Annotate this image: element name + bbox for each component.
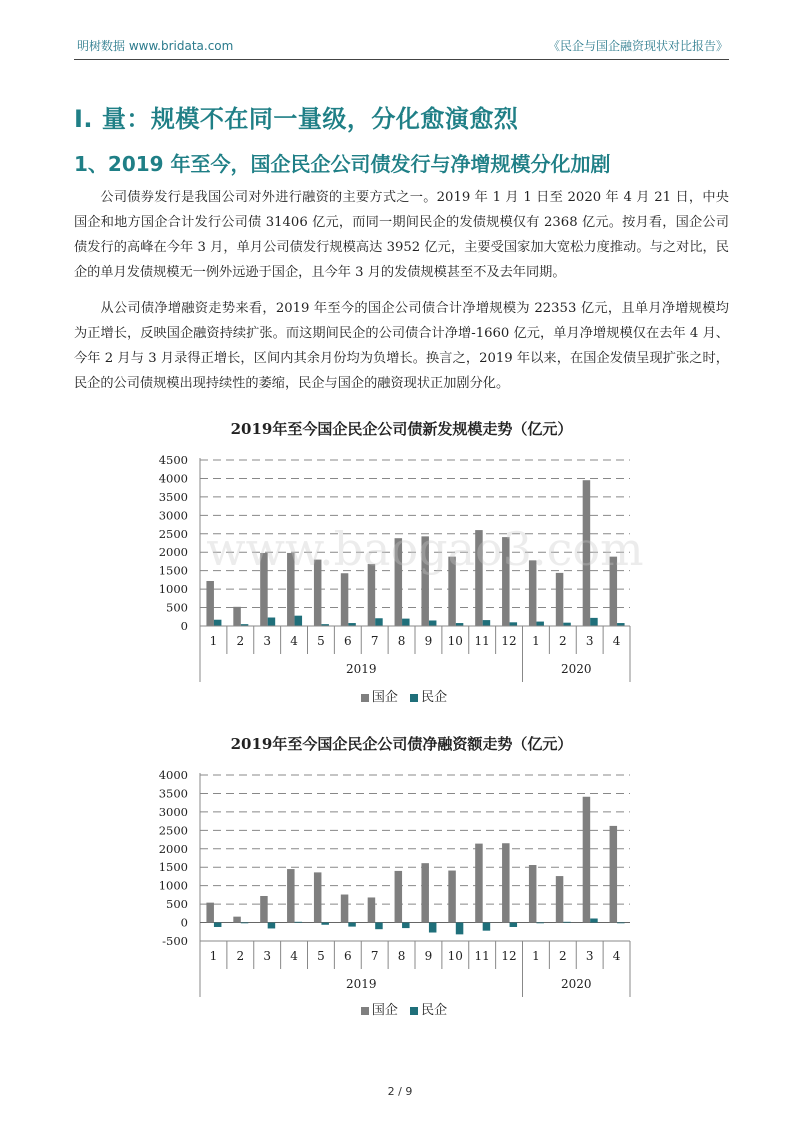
bar-soe	[475, 844, 483, 923]
legend-label-soe: 国企	[371, 1003, 398, 1018]
y-tick-label: 2000	[158, 545, 188, 560]
bar-private	[375, 618, 383, 626]
category-label: 5	[317, 949, 325, 963]
category-label: 7	[370, 634, 379, 648]
chart-1-legend	[0, 686, 800, 705]
bar-private	[402, 923, 410, 929]
bar-private	[295, 922, 303, 923]
bar-soe	[368, 897, 376, 922]
bar-soe	[341, 573, 349, 626]
category-label: 9	[424, 949, 433, 963]
bar-private	[429, 923, 437, 933]
category-label: 2	[558, 634, 567, 648]
category-label: 2	[236, 634, 245, 648]
category-label: 3	[585, 634, 594, 648]
legend-label-private: 民企	[421, 690, 448, 705]
bar-private	[268, 618, 276, 626]
header-divider	[74, 59, 729, 60]
category-label: 4	[612, 634, 621, 648]
category-label: 6	[343, 949, 352, 963]
category-label: 11	[474, 634, 490, 648]
category-label: 11	[474, 949, 490, 963]
bar-private	[268, 923, 276, 929]
category-label: 8	[397, 949, 406, 963]
bar-soe	[610, 826, 618, 923]
bar-private	[563, 922, 571, 923]
bar-soe	[341, 895, 349, 923]
bar-private	[429, 620, 437, 626]
y-tick-label: -500	[162, 934, 188, 948]
header-left: 明树数据 www.bridata.com	[77, 39, 234, 53]
chart-2-title: 2019年至今国企民企公司债净融资额走势（亿元）	[230, 735, 573, 753]
watermark: www.baogao3.com	[206, 522, 644, 576]
y-tick-label: 2500	[158, 823, 188, 838]
y-tick-label: 2000	[158, 841, 188, 856]
year-label: 2019	[345, 977, 377, 991]
category-label: 12	[501, 949, 517, 963]
bar-soe	[233, 917, 241, 923]
year-label: 2020	[560, 977, 592, 991]
category-label: 7	[370, 949, 379, 963]
category-label: 12	[501, 634, 517, 648]
bar-private	[295, 616, 303, 626]
category-label: 1	[209, 634, 218, 648]
y-tick-label: 0	[180, 915, 188, 930]
bar-private	[348, 923, 356, 927]
chart-1-title: 2019年至今国企民企公司债新发规模走势（亿元）	[230, 420, 573, 438]
category-label: 10	[447, 949, 463, 963]
year-label: 2019	[345, 662, 377, 676]
bar-soe	[529, 865, 537, 923]
legend-label-soe: 国企	[371, 690, 398, 705]
bar-private	[510, 622, 518, 626]
bar-private	[214, 923, 222, 927]
category-label: 4	[290, 949, 298, 963]
bar-private	[456, 923, 464, 935]
category-label: 9	[424, 634, 433, 648]
category-label: 1	[532, 634, 540, 648]
y-tick-label: 4000	[158, 471, 188, 486]
bar-soe	[583, 797, 591, 923]
bar-private	[214, 620, 222, 626]
chart-2-net-financing	[0, 755, 800, 1035]
bar-soe	[395, 871, 403, 923]
y-tick-label: 500	[166, 897, 188, 912]
bar-private	[321, 923, 329, 925]
y-tick-label: 0	[180, 619, 188, 633]
subsection-title: 1、2019 年至今，国企民企公司债发行与净增规模分化加剧	[74, 152, 611, 176]
bar-private	[402, 619, 410, 626]
page-number: 2 / 9	[387, 1085, 413, 1098]
category-label: 5	[317, 634, 325, 648]
legend-swatch-soe	[361, 694, 369, 702]
chart-1-new-issuance	[0, 440, 800, 720]
category-label: 3	[585, 949, 594, 963]
bar-private	[241, 923, 249, 924]
bar-soe	[556, 573, 564, 626]
y-tick-label: 3500	[158, 489, 188, 504]
category-label: 1	[209, 949, 218, 963]
bar-private	[483, 923, 491, 931]
y-tick-label: 1000	[158, 582, 188, 597]
bar-soe	[287, 869, 295, 922]
y-tick-label: 1000	[158, 878, 188, 893]
bar-private	[510, 923, 518, 927]
category-label: 2	[558, 949, 567, 963]
y-tick-label: 2500	[158, 526, 188, 541]
category-label: 6	[343, 634, 352, 648]
legend-swatch-private	[410, 1007, 418, 1015]
bar-private	[590, 918, 598, 922]
bar-soe	[556, 876, 564, 922]
bar-soe	[314, 872, 322, 922]
bar-private	[375, 923, 383, 930]
category-label: 3	[263, 634, 272, 648]
bar-private	[590, 618, 598, 626]
paragraph-1: 公司债券发行是我国公司对外进行融资的主要方式之一。2019 年 1 月 1 日至 2020 年 4 月 21 日，中央国企和地方国企合计发行公司债 31406 亿元，而同一期间民企的发债规模仅有 2368 亿元。按月看，国企公司债发行的高峰在今年 3 月，单月公司债发行规模高达 3952 亿元，主要受国家加大宽松力度推动。与之对比，民企的单月发债规模无一例外远逊于国企，且今年 3 月的发债规模甚至不及去年同期。	[74, 190, 729, 280]
bar-private	[536, 923, 544, 924]
y-tick-label: 3000	[158, 508, 188, 523]
bar-soe	[206, 581, 214, 626]
bar-soe	[260, 896, 268, 923]
y-tick-label: 500	[166, 600, 188, 615]
year-label: 2020	[560, 662, 592, 676]
legend-swatch-private	[410, 694, 418, 702]
legend-label-private: 民企	[421, 1003, 448, 1018]
y-tick-label: 3000	[158, 804, 188, 819]
chart-2-legend	[0, 999, 800, 1018]
bar-private	[617, 923, 625, 924]
y-tick-label: 1500	[158, 860, 188, 875]
bar-private	[536, 622, 544, 626]
section-title: I. 量：规模不在同一量级，分化愈演愈烈	[74, 105, 519, 133]
legend-swatch-soe	[361, 1007, 369, 1015]
bar-soe	[233, 607, 241, 626]
category-label: 1	[532, 949, 540, 963]
bar-private	[483, 620, 491, 626]
y-tick-label: 4500	[158, 453, 188, 467]
paragraph-2: 从公司债净增融资走势来看，2019 年至今的国企公司债合计净增规模为 22353 亿元，且单月净增规模均为正增长，反映国企融资持续扩张。而这期间民企的公司债合计净增-1660 亿元，单月净增规模仅在去年 4 月、今年 2 月与 3 月录得正增长，区间内其余月份均为负增长。换言之，2019 年以来，在国企发债呈现扩张之时，民企的公司债规模出现持续性的萎缩，民企与国企的融资现状正加剧分化。	[74, 301, 729, 391]
bar-soe	[421, 863, 429, 922]
header-right: 《民企与国企融资现状对比报告》	[547, 39, 728, 53]
y-tick-label: 4000	[158, 768, 188, 782]
y-tick-label: 3500	[158, 786, 188, 801]
y-tick-label: 1500	[158, 563, 188, 578]
bar-soe	[206, 903, 214, 923]
category-label: 10	[447, 634, 463, 648]
category-label: 3	[263, 949, 272, 963]
category-label: 4	[290, 634, 298, 648]
category-label: 2	[236, 949, 245, 963]
bar-soe	[502, 843, 510, 922]
category-label: 8	[397, 634, 406, 648]
category-label: 4	[612, 949, 621, 963]
bar-soe	[448, 871, 456, 923]
